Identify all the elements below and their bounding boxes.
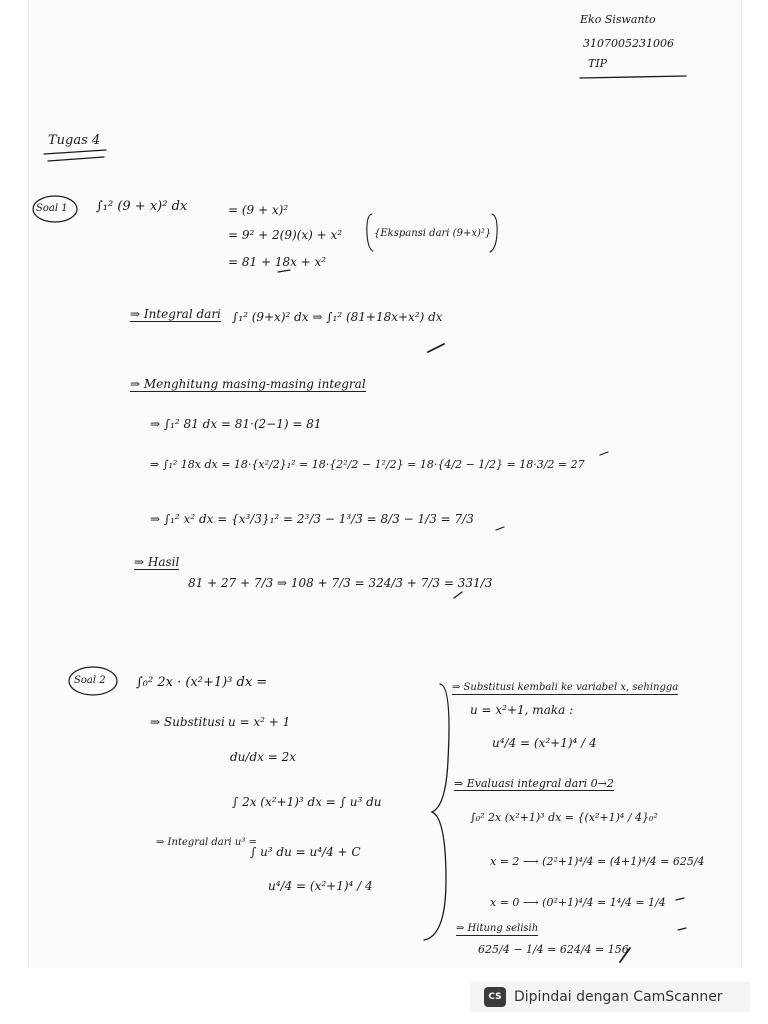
soal1-integral-x2: ⇒ ∫₁² x² dx = {x³/3}₁² = 2³/3 − 1³/3 = 8/3 − 1/3 = 7/3 (150, 512, 474, 526)
soal2-subst-expr: u = x² + 1 (228, 715, 291, 729)
soal2-evaluasi-label: ⇒ Evaluasi integral dari 0→2 (454, 777, 614, 790)
soal2-integral-u3-expr: ∫ u³ du = u⁴/4 + C (250, 845, 361, 859)
soal1-hasil-label: ⇒ Hasil (134, 555, 180, 569)
student-id: 3107005231006 (583, 37, 674, 50)
soal1-integral-81: ⇒ ∫₁² 81 dx = 81·(2−1) = 81 (150, 417, 322, 431)
soal2-x-equals-0: x = 0 ⟶ (0²+1)⁴/4 = 1⁴/4 = 1/4 (490, 896, 666, 909)
page-title: Tugas 4 (48, 133, 101, 148)
soal1-integral-18x: ⇒ ∫₁² 18x dx = 18·{x²/2}₁² = 18·{2²/2 − 1²/2} = 18·{4/2 − 1/2} = 18·3/2 = 27 (150, 458, 585, 471)
student-name: Eko Siswanto (580, 13, 656, 26)
soal1-expand-step3: = 81 + 18x + x² (228, 255, 327, 269)
soal2-x-equals-2: x = 2 ⟶ (2²+1)⁴/4 = (4+1)⁴/4 = 625/4 (490, 855, 705, 868)
program-code: TIP (588, 57, 608, 70)
soal2-selisih-label: ⇒ Hitung selisih (456, 923, 539, 934)
soal2-u-maka: u = x²+1, maka : (470, 703, 574, 717)
soal1-label: Soal 1 (36, 203, 68, 214)
soal2-label: Soal 2 (74, 675, 106, 686)
soal2-du-dx: du/dx = 2x (230, 750, 296, 764)
soal1-expansion-note: {Ekspansi dari (9+x)²} (374, 228, 492, 239)
camscanner-watermark (470, 982, 750, 1012)
soal1-menghitung-label: ⇒ Menghitung masing-masing integral (130, 377, 366, 391)
soal1-expand-step2: = 9² + 2(9)(x) + x² (228, 228, 343, 242)
soal1-integral-dari-expr: ∫₁² (9+x)² dx ⇒ ∫₁² (81+18x+x²) dx (232, 310, 443, 324)
soal2-u4-expr: u⁴/4 = (x²+1)⁴ / 4 (268, 879, 373, 893)
soal2-evaluasi-expr: ∫₀² 2x (x²+1)³ dx = {(x²+1)⁴ / 4}₀² (470, 811, 658, 824)
soal2-selisih-expr: 625/4 − 1/4 = 624/4 = 156 (478, 943, 629, 956)
soal2-integral: ∫₀² 2x · (x²+1)³ dx = (136, 675, 268, 690)
soal2-subst-kembali: ⇒ Substitusi kembali ke variabel x, sehingga (452, 682, 679, 693)
soal2-integral-u: ∫ 2x (x²+1)³ dx = ∫ u³ du (232, 795, 382, 809)
soal1-integral-dari-label: ⇒ Integral dari (130, 307, 221, 321)
camscanner-logo-icon: CS (484, 987, 506, 1007)
camscanner-text: Dipindai dengan CamScanner (514, 989, 723, 1005)
soal1-integral: ∫₁² (9 + x)² dx (96, 199, 188, 214)
soal2-right-u4: u⁴/4 = (x²+1)⁴ / 4 (492, 736, 597, 750)
soal2-integral-u3-label: ⇒ Integral dari u³ = (156, 837, 257, 848)
soal1-expand-step1: = (9 + x)² (228, 203, 289, 217)
soal1-hasil-expr: 81 + 27 + 7/3 ⇒ 108 + 7/3 = 324/3 + 7/3 = 331/3 (188, 576, 493, 590)
soal2-subst-label: ⇒ Substitusi (150, 715, 225, 729)
